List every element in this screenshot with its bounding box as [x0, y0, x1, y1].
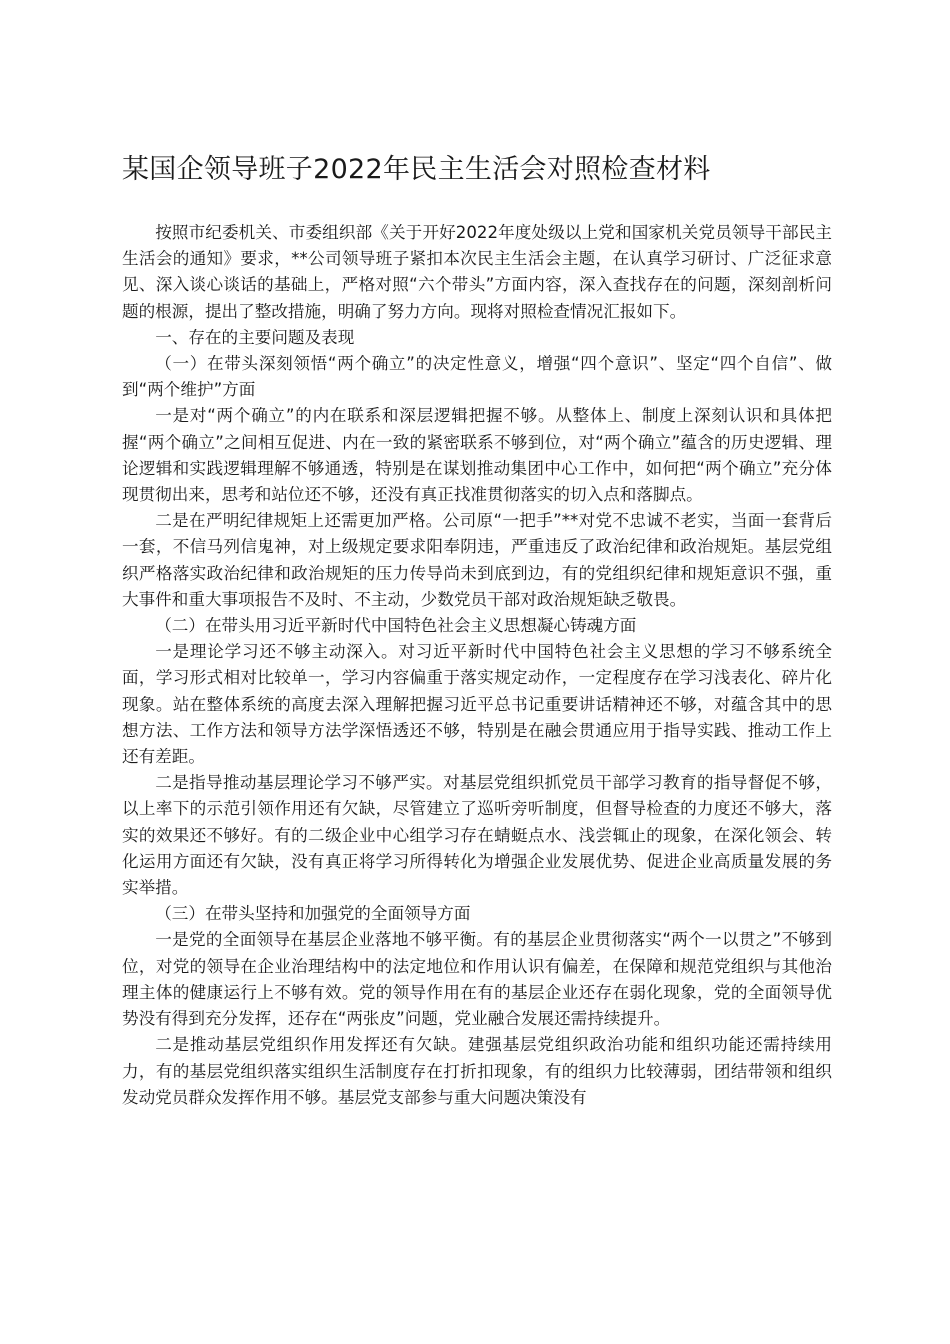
subsection-heading-3: （三）在带头坚持和加强党的全面领导方面: [155, 904, 471, 924]
document-body: [122, 220, 832, 1111]
subsection-heading-2: （二）在带头用习近平新时代中国特色社会主义思想凝心铸魂方面: [155, 616, 637, 636]
body-paragraph: 二是指导推动基层理论学习不够严实。对基层党组织抓党员干部学习教育的指导督促不够，以上率下的示范引领作用还有欠缺，尽管建立了巡听旁听制度，但督导检查的力度还不够大，落实的效果还不够好。有的二级企业中心组学习存在蜻蜓点水、浅尝辄止的现象，在深化领会、转化运用方面还有欠缺，没有真正将学习所得转化为增强企业发展优势、促进企业高质量发展的务实举措。: [122, 773, 832, 898]
body-paragraph: 一是党的全面领导在基层企业落地不够平衡。有的基层企业贯彻落实“两个一以贯之”不够到位，对党的领导在企业治理结构中的法定地位和作用认识有偏差，在保障和规范党组织与其他治理主体的健康运行上不够有效。党的领导作用在有的基层企业还存在弱化现象，党的全面领导优势没有得到充分发挥，还存在“两张皮”问题，党业融合发展还需持续提升。: [122, 930, 832, 1029]
document-page: [122, 150, 832, 1111]
body-paragraph: 一是对“两个确立”的内在联系和深层逻辑把握不够。从整体上、制度上深刻认识和具体把握“两个确立”之间相互促进、内在一致的紧密联系不够到位，对“两个确立”蕴含的历史逻辑、理论逻辑和实践逻辑理解不够通透，特别是在谋划推动集团中心工作中，如何把“两个确立”充分体现贯彻出来，思考和站位还不够，还没有真正找准贯彻落实的切入点和落脚点。: [122, 406, 832, 505]
subsection-heading-1: （一）在带头深刻领悟“两个确立”的决定性意义，增强“四个意识”、坚定“四个自信”、做到“两个维护”方面: [122, 354, 832, 400]
section-heading-1: 一、存在的主要问题及表现: [155, 327, 355, 347]
body-paragraph: 一是理论学习还不够主动深入。对习近平新时代中国特色社会主义思想的学习不够系统全面，学习形式相对比较单一，学习内容偏重于落实规定动作，一定程度存在学习浅表化、碎片化现象。站在整体系统的高度去深入理解把握习近平总书记重要讲话精神还不够，对蕴含其中的思想方法、工作方法和领导方法学深悟透还不够，特别是在融会贯通应用于指导实践、推动工作上还有差距。: [122, 642, 832, 767]
body-paragraph: 二是在严明纪律规矩上还需更加严格。公司原“一把手”**对党不忠诚不老实，当面一套背后一套，不信马列信鬼神，对上级规定要求阳奉阴违，严重违反了政治纪律和政治规矩。基层党组织严格落实政治纪律和政治规矩的压力传导尚未到底到边，有的党组织纪律和规矩意识不强，重大事件和重大事项报告不及时、不主动，少数党员干部对政治规矩缺乏敬畏。: [122, 511, 832, 609]
body-paragraph: 二是推动基层党组织作用发挥还有欠缺。建强基层党组织政治功能和组织功能还需持续用力，有的基层党组织落实组织生活制度存在打折扣现象，有的组织力比较薄弱，团结带领和组织发动党员群众发挥作用不够。基层党支部参与重大问题决策没有: [122, 1035, 832, 1107]
document-title: 某国企领导班子2022年民主生活会对照检查材料: [122, 154, 711, 185]
intro-paragraph: 按照市纪委机关、市委组织部《关于开好2022年度处级以上党和国家机关党员领导干部民主生活会的通知》要求，**公司领导班子紧扣本次民主生活会主题，在认真学习研讨、广泛征求意见、深入谈心谈话的基础上，严格对照“六个带头”方面内容，深入查找存在的问题，深刻剖析问题的根源，提出了整改措施，明确了努力方向。现将对照检查情况汇报如下。: [122, 223, 832, 321]
